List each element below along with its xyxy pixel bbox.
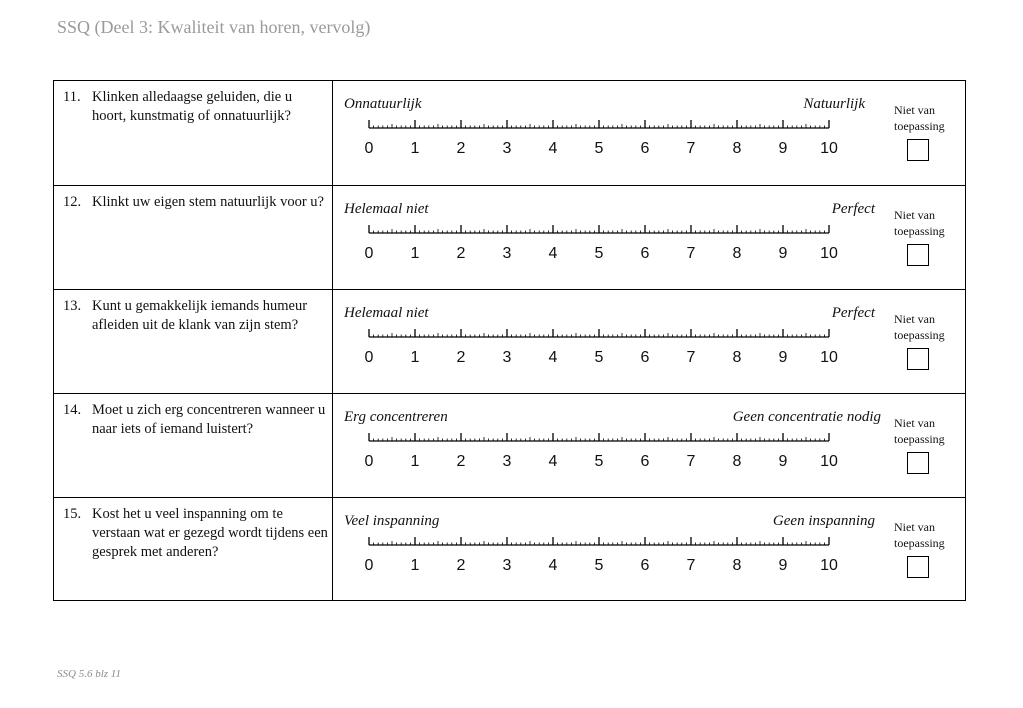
not-applicable-line2: toepassing xyxy=(894,432,945,446)
scale-tick-label[interactable]: 6 xyxy=(640,349,650,366)
questionnaire-table xyxy=(53,80,966,601)
column-divider xyxy=(332,394,333,497)
scale-tick-label[interactable]: 7 xyxy=(686,140,696,157)
scale-tick-label[interactable]: 4 xyxy=(548,349,558,366)
rating-scale[interactable] xyxy=(354,323,854,368)
question-row-13 xyxy=(54,289,965,393)
not-applicable-label xyxy=(894,207,964,239)
scale-tick-label[interactable]: 4 xyxy=(548,557,558,574)
scale-tick-label[interactable]: 6 xyxy=(640,453,650,470)
question-row-15 xyxy=(54,497,965,601)
question-text-block xyxy=(63,505,329,562)
scale-tick-label[interactable]: 4 xyxy=(548,245,558,262)
scale-tick-label[interactable]: 7 xyxy=(686,349,696,366)
scale-left-label: Erg concentreren xyxy=(344,409,448,425)
scale-right-label: Geen concentratie nodig xyxy=(732,409,881,425)
scale-tick-label[interactable]: 7 xyxy=(686,245,696,262)
scale-tick-label[interactable]: 3 xyxy=(502,349,512,366)
not-applicable-line2: toepassing xyxy=(894,119,945,133)
column-divider xyxy=(332,186,333,289)
scale-tick-label[interactable]: 9 xyxy=(778,140,788,157)
scale-tick-label[interactable]: 3 xyxy=(502,557,512,574)
scale-tick-label[interactable]: 0 xyxy=(364,349,374,366)
not-applicable-line2: toepassing xyxy=(894,328,945,342)
scale-tick-label[interactable]: 0 xyxy=(364,453,374,470)
not-applicable-label xyxy=(894,519,964,551)
scale-tick-label[interactable]: 2 xyxy=(456,245,466,262)
scale-tick-label[interactable]: 5 xyxy=(594,453,604,470)
scale-tick-label[interactable]: 1 xyxy=(410,349,420,366)
not-applicable-line1: Niet van xyxy=(894,208,935,222)
scale-tick-label[interactable]: 2 xyxy=(456,557,466,574)
question-row-14 xyxy=(54,393,965,497)
scale-tick-label[interactable]: 0 xyxy=(364,245,374,262)
scale-tick-label[interactable]: 9 xyxy=(778,245,788,262)
scale-tick-label[interactable]: 1 xyxy=(410,245,420,262)
scale-right-label: Geen inspanning xyxy=(772,513,875,529)
scale-tick-label[interactable]: 9 xyxy=(778,349,788,366)
page-title: SSQ (Deel 3: Kwaliteit van horen, vervolg) xyxy=(57,17,371,37)
scale-tick-label[interactable]: 8 xyxy=(732,349,742,366)
scale-tick-label[interactable]: 8 xyxy=(732,245,742,262)
not-applicable-line1: Niet van xyxy=(894,103,935,117)
scale-tick-label[interactable]: 5 xyxy=(594,349,604,366)
scale-tick-label[interactable]: 2 xyxy=(456,453,466,470)
scale-right-label: Natuurlijk xyxy=(803,96,865,112)
question-text: Klinkt uw eigen stem natuurlijk voor u? xyxy=(92,194,324,210)
not-applicable-label xyxy=(894,102,964,134)
rating-scale[interactable] xyxy=(354,114,854,159)
scale-left-label: Veel inspanning xyxy=(344,513,440,529)
question-text: Klinken alledaagse geluiden, die u hoort, kunstmatig of onnatuurlijk? xyxy=(92,89,293,124)
scale-tick-label[interactable]: 7 xyxy=(686,453,696,470)
scale-tick-label[interactable]: 6 xyxy=(640,557,650,574)
question-text-block xyxy=(63,401,329,439)
column-divider xyxy=(332,81,333,185)
not-applicable-checkbox[interactable] xyxy=(907,348,929,370)
rating-scale[interactable] xyxy=(354,531,854,576)
question-number: 14. xyxy=(63,402,82,418)
scale-right-label: Perfect xyxy=(831,201,875,217)
column-divider xyxy=(332,290,333,393)
not-applicable-line2: toepassing xyxy=(894,536,945,550)
not-applicable-checkbox[interactable] xyxy=(907,139,929,161)
question-text-block xyxy=(63,88,329,126)
scale-tick-label[interactable]: 9 xyxy=(778,453,788,470)
question-text: Moet u zich erg concentreren wanneer u naar iets of iemand luistert? xyxy=(92,402,326,437)
scale-tick-label[interactable]: 9 xyxy=(778,557,788,574)
scale-tick-label[interactable]: 5 xyxy=(594,557,604,574)
question-number: 13. xyxy=(63,298,82,314)
not-applicable-label xyxy=(894,311,964,343)
scale-tick-label[interactable]: 6 xyxy=(640,140,650,157)
not-applicable-label xyxy=(894,415,964,447)
not-applicable-checkbox[interactable] xyxy=(907,244,929,266)
scale-tick-label[interactable]: 2 xyxy=(456,140,466,157)
scale-tick-label[interactable]: 0 xyxy=(364,140,374,157)
scale-tick-label[interactable]: 8 xyxy=(732,557,742,574)
scale-tick-label[interactable]: 1 xyxy=(410,557,420,574)
not-applicable-line1: Niet van xyxy=(894,312,935,326)
not-applicable-line2: toepassing xyxy=(894,224,945,238)
scale-tick-label[interactable]: 2 xyxy=(456,349,466,366)
question-number: 15. xyxy=(63,506,82,522)
question-text: Kost het u veel inspanning om te verstaan wat er gezegd wordt tijdens een gesprek met anderen? xyxy=(92,506,328,560)
scale-tick-label[interactable]: 1 xyxy=(410,453,420,470)
scale-tick-label[interactable]: 10 xyxy=(820,245,838,262)
question-row-12 xyxy=(54,185,965,289)
not-applicable-checkbox[interactable] xyxy=(907,556,929,578)
scale-tick-label[interactable]: 10 xyxy=(820,453,838,470)
scale-tick-label[interactable]: 3 xyxy=(502,245,512,262)
question-text: Kunt u gemakkelijk iemands humeur afleiden uit de klank van zijn stem? xyxy=(92,298,308,333)
scale-tick-label[interactable]: 4 xyxy=(548,453,558,470)
scale-tick-label[interactable]: 4 xyxy=(548,140,558,157)
scale-tick-label[interactable]: 1 xyxy=(410,140,420,157)
scale-tick-label[interactable]: 3 xyxy=(502,140,512,157)
question-number: 11. xyxy=(63,89,81,105)
scale-left-label: Onnatuurlijk xyxy=(344,96,422,112)
scale-tick-label[interactable]: 3 xyxy=(502,453,512,470)
question-number: 12. xyxy=(63,194,82,210)
page-footer: SSQ 5.6 blz 11 xyxy=(57,668,121,680)
scale-tick-label[interactable]: 8 xyxy=(732,140,742,157)
not-applicable-line1: Niet van xyxy=(894,520,935,534)
scale-tick-label[interactable]: 10 xyxy=(820,557,838,574)
column-divider xyxy=(332,498,333,601)
scale-right-label: Perfect xyxy=(831,305,875,321)
scale-tick-label[interactable]: 5 xyxy=(594,140,604,157)
not-applicable-line1: Niet van xyxy=(894,416,935,430)
scale-tick-label[interactable]: 5 xyxy=(594,245,604,262)
question-row-11 xyxy=(54,81,965,185)
scale-tick-label[interactable]: 7 xyxy=(686,557,696,574)
question-text-block xyxy=(63,297,329,335)
scale-left-label: Helemaal niet xyxy=(344,201,429,217)
scale-tick-label[interactable]: 8 xyxy=(732,453,742,470)
question-text-block xyxy=(63,193,329,212)
rating-scale[interactable] xyxy=(354,427,854,472)
rating-scale[interactable] xyxy=(354,219,854,264)
scale-left-label: Helemaal niet xyxy=(344,305,429,321)
scale-tick-label[interactable]: 0 xyxy=(364,557,374,574)
scale-tick-label[interactable]: 10 xyxy=(820,349,838,366)
not-applicable-checkbox[interactable] xyxy=(907,452,929,474)
scale-tick-label[interactable]: 6 xyxy=(640,245,650,262)
scale-tick-label[interactable]: 10 xyxy=(820,140,838,157)
